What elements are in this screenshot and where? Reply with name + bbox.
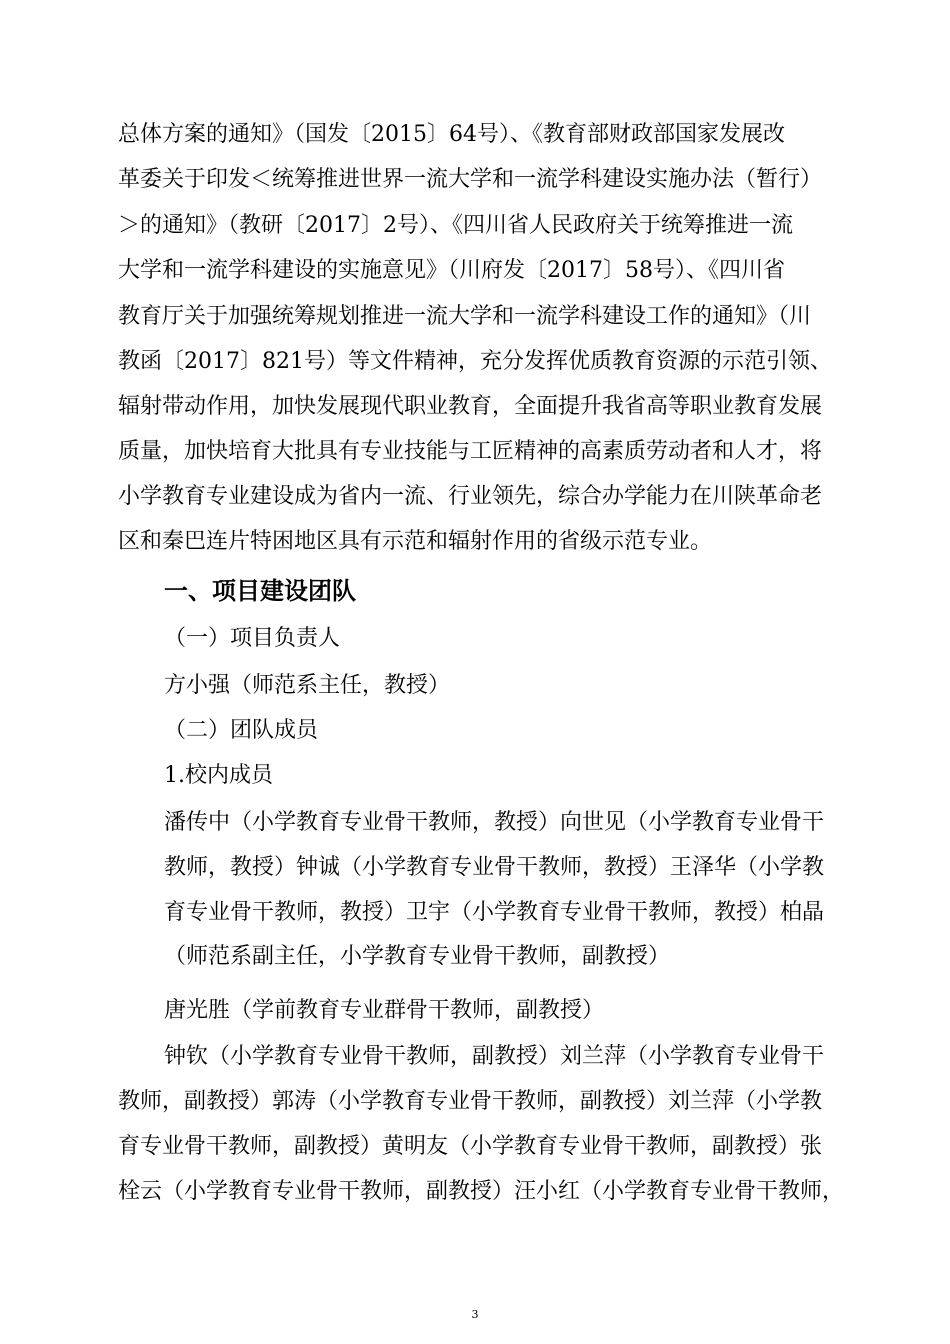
page-number: 3 [471,1308,479,1321]
text-line: 钟钦（小学教育专业骨干教师，副教授）刘兰萍（小学教育专业骨干 [164,1044,825,1069]
text-line: 潘传中（小学教育专业骨干教师，教授）向世见（小学教育专业骨干 [164,810,825,835]
text-line: 总体方案的通知》（国发〔2015〕64号）、《教育部财政部国家发展改 [118,122,785,147]
subsection-heading-team: （二）团队成员 [164,718,319,743]
text-line: （师范系副主任，小学教育专业骨干教师，副教授） [164,944,671,969]
text-line: 质量，加快培育大批具有专业技能与工匠精神的高素质劳动者和人才，将 [118,439,823,464]
text-line: 教师，教授）钟诚（小学教育专业骨干教师，教授）王泽华（小学教 [164,855,825,880]
text-line: 教育厅关于加强统筹规划推进一流大学和一流学科建设工作的通知》（川 [118,304,812,329]
section-heading: 一、项目建设团队 [164,577,356,605]
internal-members-heading: 1.校内成员 [164,763,273,788]
text-line: ＞的通知》（教研〔2017〕2号）、《四川省人民政府关于统筹推进一流 [118,213,793,238]
text-line: 育专业骨干教师，教授）卫宇（小学教育专业骨干教师，教授）柏晶 [164,900,825,925]
member-entry: 唐光胜（学前教育专业群骨干教师，副教授） [164,998,605,1023]
subsection-heading-leader: （一）项目负责人 [164,626,341,651]
text-line: 大学和一流学科建设的实施意见》（川府发〔2017〕58号）、《四川省 [118,258,785,283]
text-line: 区和秦巴连片特困地区具有示范和辐射作用的省级示范专业。 [118,529,713,554]
text-line: 栓云（小学教育专业骨干教师，副教授）汪小红（小学教育专业骨干教师， [118,1179,845,1204]
text-line: 辐射带动作用，加快发展现代职业教育，全面提升我省高等职业教育发展 [118,394,823,419]
leader-entry: 方小强（师范系主任，教授） [164,673,451,698]
text-line: 革委关于印发＜统筹推进世界一流大学和一流学科建设实施办法（暂行） [118,167,823,192]
text-line: 教函〔2017〕821号）等文件精神，充分发挥优质教育资源的示范引领、 [118,349,832,374]
text-line: 小学教育专业建设成为省内一流、行业领先，综合办学能力在川陕革命老 [118,484,823,509]
text-line: 教师，副教授）郭涛（小学教育专业骨干教师，副教授）刘兰萍（小学教 [118,1089,823,1114]
text-line: 育专业骨干教师，副教授）黄明友（小学教育专业骨干教师，副教授）张 [118,1134,823,1159]
